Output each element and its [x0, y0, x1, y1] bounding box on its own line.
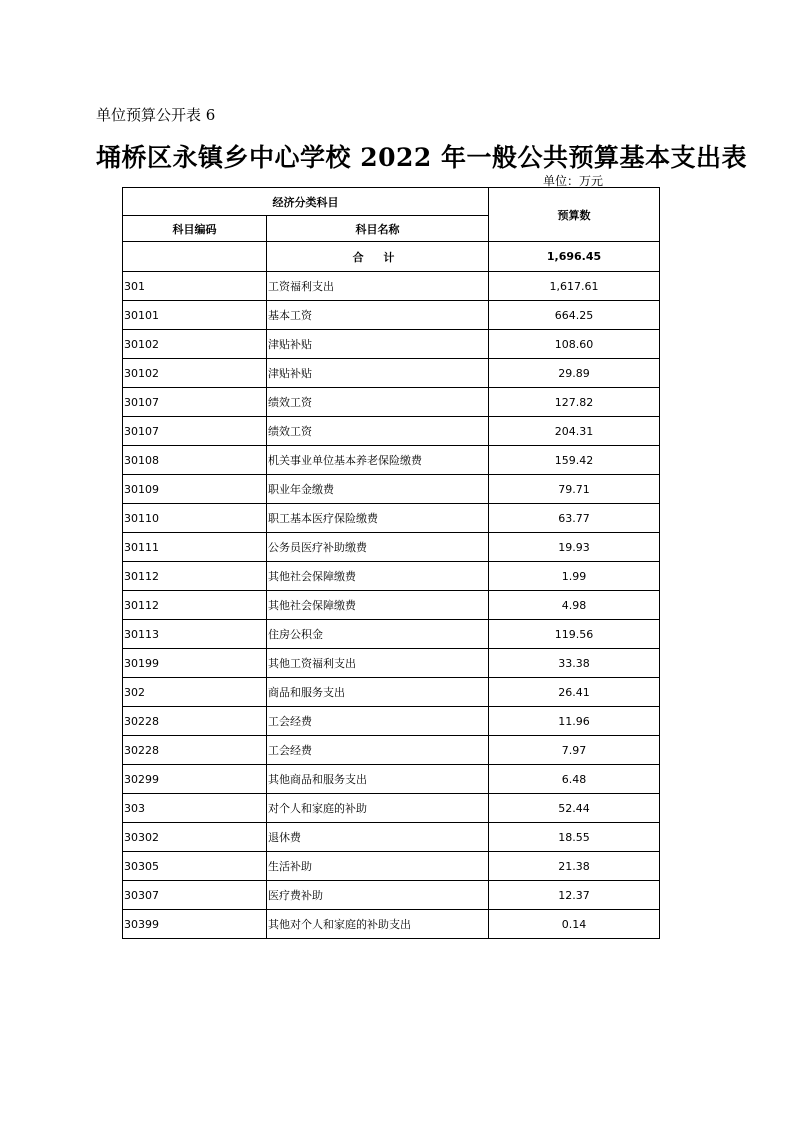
unit-label: 单位：万元 — [543, 174, 604, 188]
row-amount: 204.31 — [489, 417, 660, 446]
row-amount: 19.93 — [489, 533, 660, 562]
row-name: 其他对个人和家庭的补助支出 — [267, 910, 489, 939]
table-row — [123, 794, 660, 823]
row-name: 对个人和家庭的补助 — [267, 794, 489, 823]
table-row — [123, 678, 660, 707]
table-row — [123, 707, 660, 736]
row-amount: 0.14 — [489, 910, 660, 939]
row-amount: 7.97 — [489, 736, 660, 765]
table-number-label: 单位预算公开表 6 — [96, 106, 216, 124]
table-row — [123, 504, 660, 533]
row-code: 30107 — [123, 417, 267, 446]
row-code: 30228 — [123, 707, 267, 736]
row-amount: 26.41 — [489, 678, 660, 707]
row-amount: 79.71 — [489, 475, 660, 504]
row-amount: 6.48 — [489, 765, 660, 794]
row-code: 30199 — [123, 649, 267, 678]
total-code-cell — [123, 242, 267, 272]
row-code: 30102 — [123, 330, 267, 359]
row-amount: 664.25 — [489, 301, 660, 330]
row-code: 30305 — [123, 852, 267, 881]
row-amount: 1,617.61 — [489, 272, 660, 301]
row-name: 生活补助 — [267, 852, 489, 881]
row-amount: 21.38 — [489, 852, 660, 881]
page-title: 埇桥区永镇乡中心学校 2022 年一般公共预算基本支出表 — [96, 143, 747, 172]
table-row — [123, 388, 660, 417]
table-row — [123, 620, 660, 649]
row-amount: 12.37 — [489, 881, 660, 910]
row-amount: 33.38 — [489, 649, 660, 678]
row-name: 其他商品和服务支出 — [267, 765, 489, 794]
row-amount: 29.89 — [489, 359, 660, 388]
row-code: 30109 — [123, 475, 267, 504]
row-name: 住房公积金 — [267, 620, 489, 649]
row-name: 职业年金缴费 — [267, 475, 489, 504]
row-amount: 159.42 — [489, 446, 660, 475]
row-name: 工会经费 — [267, 736, 489, 765]
row-amount: 127.82 — [489, 388, 660, 417]
row-name: 津贴补贴 — [267, 359, 489, 388]
total-row — [123, 242, 660, 272]
table-row — [123, 533, 660, 562]
row-amount: 63.77 — [489, 504, 660, 533]
row-code: 30110 — [123, 504, 267, 533]
row-name: 其他社会保障缴费 — [267, 562, 489, 591]
table-row — [123, 823, 660, 852]
table-row — [123, 736, 660, 765]
row-name: 基本工资 — [267, 301, 489, 330]
row-amount: 108.60 — [489, 330, 660, 359]
row-amount: 4.98 — [489, 591, 660, 620]
row-code: 30101 — [123, 301, 267, 330]
table-row — [123, 562, 660, 591]
table-row — [123, 649, 660, 678]
row-name: 绩效工资 — [267, 417, 489, 446]
column-header-code: 科目编码 — [123, 216, 267, 242]
row-name: 工资福利支出 — [267, 272, 489, 301]
row-code: 30102 — [123, 359, 267, 388]
row-code: 30112 — [123, 562, 267, 591]
row-name: 退休费 — [267, 823, 489, 852]
row-code: 30302 — [123, 823, 267, 852]
row-amount: 18.55 — [489, 823, 660, 852]
row-code: 30307 — [123, 881, 267, 910]
column-header-amount: 预算数 — [489, 188, 660, 242]
row-name: 公务员医疗补助缴费 — [267, 533, 489, 562]
row-amount: 1.99 — [489, 562, 660, 591]
table-row — [123, 330, 660, 359]
column-header-name: 科目名称 — [267, 216, 489, 242]
row-name: 职工基本医疗保险缴费 — [267, 504, 489, 533]
row-amount: 52.44 — [489, 794, 660, 823]
row-code: 30107 — [123, 388, 267, 417]
row-name: 机关事业单位基本养老保险缴费 — [267, 446, 489, 475]
row-name: 其他工资福利支出 — [267, 649, 489, 678]
row-code: 30112 — [123, 591, 267, 620]
group-header-economic-class: 经济分类科目 — [123, 188, 489, 216]
total-amount: 1,696.45 — [489, 242, 660, 272]
table-row — [123, 301, 660, 330]
total-label: 合 计 — [267, 242, 489, 272]
table-row — [123, 417, 660, 446]
table-row — [123, 910, 660, 939]
row-code: 30299 — [123, 765, 267, 794]
table-row — [123, 852, 660, 881]
table-row — [123, 881, 660, 910]
row-code: 30111 — [123, 533, 267, 562]
row-name: 津贴补贴 — [267, 330, 489, 359]
row-amount: 119.56 — [489, 620, 660, 649]
row-name: 医疗费补助 — [267, 881, 489, 910]
row-amount: 11.96 — [489, 707, 660, 736]
row-code: 30113 — [123, 620, 267, 649]
row-code: 303 — [123, 794, 267, 823]
table-row — [123, 765, 660, 794]
row-name: 其他社会保障缴费 — [267, 591, 489, 620]
row-name: 商品和服务支出 — [267, 678, 489, 707]
row-name: 工会经费 — [267, 707, 489, 736]
table-row — [123, 591, 660, 620]
table-row — [123, 272, 660, 301]
table-row — [123, 475, 660, 504]
row-code: 30108 — [123, 446, 267, 475]
table-row — [123, 359, 660, 388]
table-row — [123, 446, 660, 475]
row-code: 302 — [123, 678, 267, 707]
row-code: 301 — [123, 272, 267, 301]
budget-table — [122, 187, 660, 939]
row-code: 30228 — [123, 736, 267, 765]
row-code: 30399 — [123, 910, 267, 939]
row-name: 绩效工资 — [267, 388, 489, 417]
